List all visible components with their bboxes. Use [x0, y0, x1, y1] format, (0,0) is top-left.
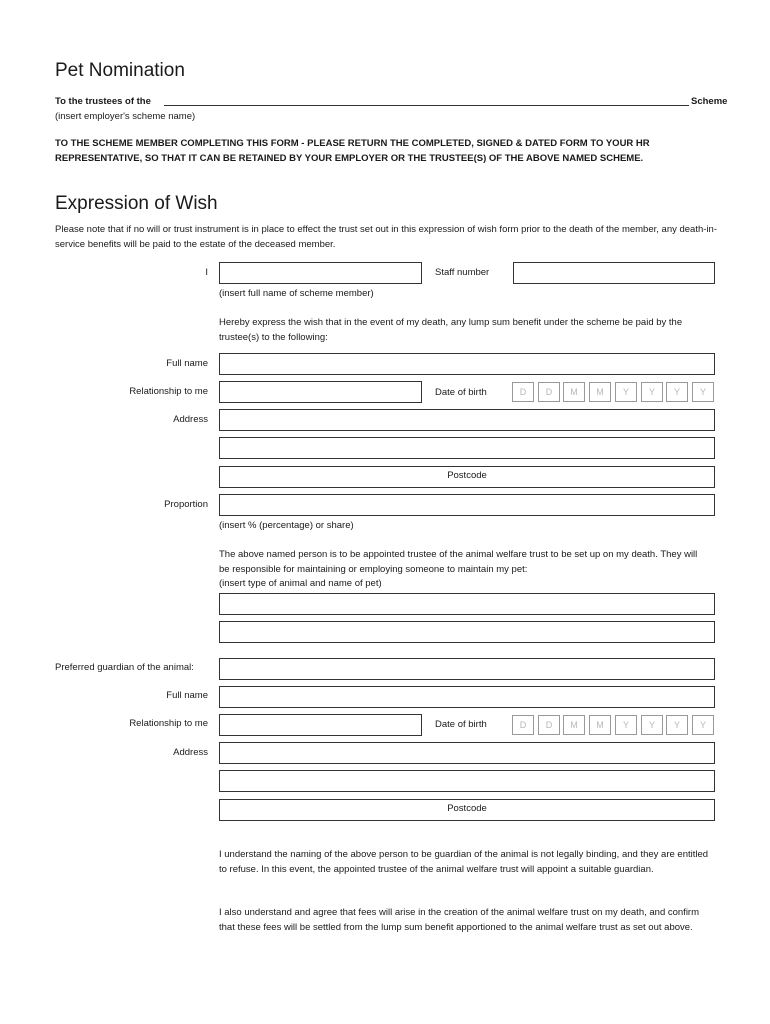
guardian-postcode-input[interactable] — [219, 799, 715, 821]
guardian-dob-cell[interactable]: D — [512, 715, 534, 735]
understand-text: I understand the naming of the above person to be guardian of the animal is not legally binding, and they are entitled to refuse. In this event, the appointed trustee of the animal welfare trust will appoint a suitable guardian. — [219, 849, 709, 875]
beneficiary-address-line-1[interactable] — [219, 409, 715, 431]
scheme-name-hint: (insert employer's scheme name) — [55, 111, 196, 122]
proportion-input[interactable] — [219, 494, 715, 516]
beneficiary-postcode-input[interactable] — [219, 466, 715, 488]
trustees-prefix: To the trustees of the — [55, 96, 151, 107]
dob-cell[interactable]: D — [538, 382, 560, 402]
intro-text: Please note that if no will or trust instrument is in place to effect the trust set out in this expression of wish form prior to the death of the member, any death-in-service benefits will be paid to the estate of the deceased member. — [55, 224, 717, 250]
return-notice: TO THE SCHEME MEMBER COMPLETING THIS FORM - PLEASE RETURN THE COMPLETED, SIGNED & DATED FORM TO YOUR HR REPRESENTATIVE, SO THAT IT CAN BE RETAINED BY YOUR EMPLOYER OR THE TRUSTEE(S) OF THE ABOVE NAMED SCHEME. — [55, 138, 650, 164]
guardian-postcode-label: Postcode — [447, 803, 487, 814]
beneficiary-full-name-input[interactable] — [219, 353, 715, 375]
guardian-full-name-input[interactable] — [219, 686, 715, 708]
member-name-input[interactable] — [219, 262, 422, 284]
relationship-label: Relationship to me — [129, 386, 208, 397]
dob-cell[interactable]: Y — [641, 382, 663, 402]
full-name-label: Full name — [166, 358, 208, 369]
dob-label: Date of birth — [435, 387, 487, 398]
proportion-hint: (insert % (percentage) or share) — [219, 520, 354, 531]
guardian-dob-cell[interactable]: M — [589, 715, 611, 735]
fees-text: I also understand and agree that fees will arise in the creation of the animal welfare trust on my death, and confirm that these fees will be settled from the lump sum benefit apportioned to the animal welfare trust as set out above. — [219, 907, 700, 933]
guardian-full-name-label: Full name — [166, 690, 208, 701]
guardian-address-label: Address — [173, 747, 208, 758]
scheme-name-field[interactable] — [164, 105, 689, 106]
pet-details-line-1[interactable] — [219, 593, 715, 615]
dob-cell[interactable]: Y — [666, 382, 688, 402]
trustee-text: The above named person is to be appointed trustee of the animal welfare trust to be set up on my death. They will be responsible for maintaining or employing someone to maintain my pet: — [219, 549, 698, 575]
i-label: I — [205, 267, 208, 278]
guardian-relationship-input[interactable] — [219, 714, 422, 736]
trustee-hint: (insert type of animal and name of pet) — [219, 578, 382, 589]
dob-cell[interactable]: D — [512, 382, 534, 402]
guardian-address-line-2[interactable] — [219, 770, 715, 792]
guardian-dob-cell[interactable]: D — [538, 715, 560, 735]
guardian-dob-cell[interactable]: Y — [615, 715, 637, 735]
staff-number-label: Staff number — [435, 267, 490, 278]
dob-cell[interactable]: Y — [615, 382, 637, 402]
guardian-line[interactable] — [219, 658, 715, 680]
beneficiary-relationship-input[interactable] — [219, 381, 422, 403]
beneficiary-address-line-2[interactable] — [219, 437, 715, 459]
staff-number-input[interactable] — [513, 262, 715, 284]
guardian-dob-cell[interactable]: Y — [692, 715, 714, 735]
pet-details-line-2[interactable] — [219, 621, 715, 643]
proportion-label: Proportion — [164, 499, 208, 510]
dob-cell[interactable]: M — [589, 382, 611, 402]
guardian-relationship-label: Relationship to me — [129, 718, 208, 729]
express-wish-text: Hereby express the wish that in the event of my death, any lump sum benefit under the scheme be paid by the trustee(s) to the following: — [219, 317, 683, 343]
guardian-dob-label: Date of birth — [435, 719, 487, 730]
dob-cell[interactable]: M — [563, 382, 585, 402]
address-label: Address — [173, 414, 208, 425]
guardian-dob-cell[interactable]: Y — [666, 715, 688, 735]
postcode-label: Postcode — [447, 470, 487, 481]
guardian-heading: Preferred guardian of the animal: — [55, 662, 194, 673]
guardian-dob-cell[interactable]: Y — [641, 715, 663, 735]
guardian-dob-cell[interactable]: M — [563, 715, 585, 735]
dob-cell[interactable]: Y — [692, 382, 714, 402]
page-title: Pet Nomination — [55, 60, 185, 81]
guardian-address-line-1[interactable] — [219, 742, 715, 764]
member-name-hint: (insert full name of scheme member) — [219, 288, 374, 299]
section-title: Expression of Wish — [55, 193, 218, 214]
trustees-suffix: Scheme — [691, 96, 728, 107]
